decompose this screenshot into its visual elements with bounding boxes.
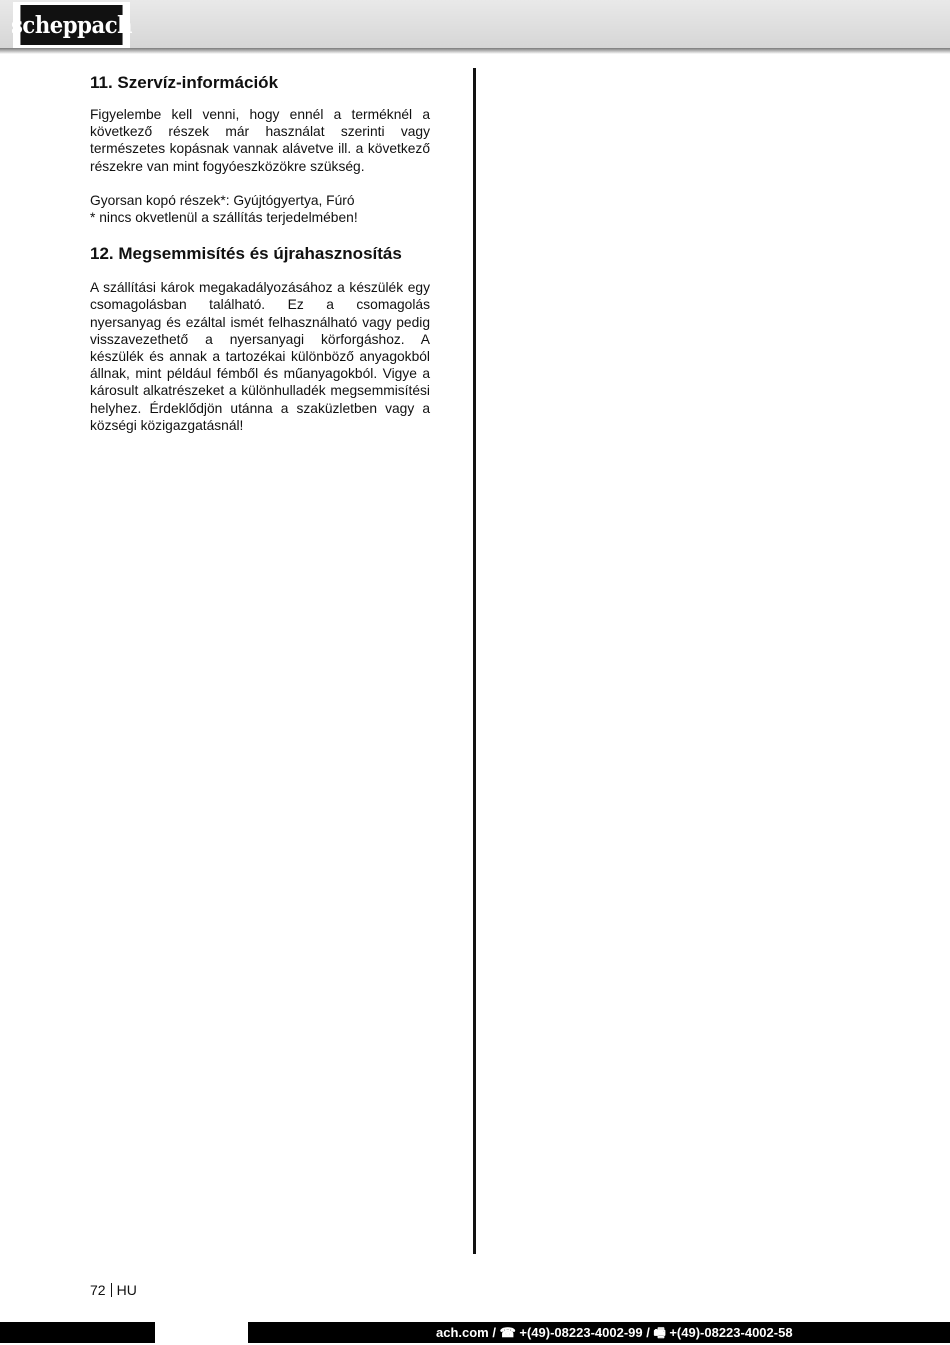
main-content [90,72,430,434]
wear-parts-footnote: * nincs okvetlenül a szállítás terjedelmében! [90,210,358,226]
section-title-service-info: 11. Szervíz-információk [90,73,279,92]
page-number: 72 [90,1282,106,1298]
wear-parts-line: Gyorsan kopó részek*: Gyújtógyertya, Fúró [90,192,355,208]
header-shadow [0,48,950,54]
header-band [0,0,950,48]
disposal-paragraph: A szállítási károk megakadályozásához a készülék egy csomagolásban található. Ez a csomagolás nyersanyag és ezáltal ismét felhasználható vagy pedig visszavezethető a nyersanyagi körforgáshoz. A készülék és annak a tartozékai különböző anyagokból állnak, mint például fémből és műanyagokból. Vigye a károsult alkatrészeket a különhulladék megsemmisítési helyhez. Érdeklődjön utánna a szaküzletben vagy a községi közigazgatásnál! [90,280,430,433]
page-footer-label [90,1281,137,1299]
footer-contact: ach.com / ☎ +(49)-08223-4002-99 / 🖷 +(49)-08223-4002-58 [436,1325,793,1340]
column-divider [473,68,476,1254]
brand-logo-text: scheppach [20,5,122,45]
page-number-separator [111,1283,112,1297]
footer-gap [155,1322,248,1343]
footer-band [0,1322,950,1343]
service-info-paragraph: Figyelembe kell venni, hogy ennél a terméknél a következő részek már használat szerinti vagy természetes kopásnak vannak alávetve ill. a következő részekre van mint fogyóeszközökre szükség. [90,107,430,174]
language-code: HU [116,1282,137,1298]
brand-logo [10,2,133,48]
section-title-disposal: 12. Megsemmisítés és újrahasznosítás [90,244,402,264]
